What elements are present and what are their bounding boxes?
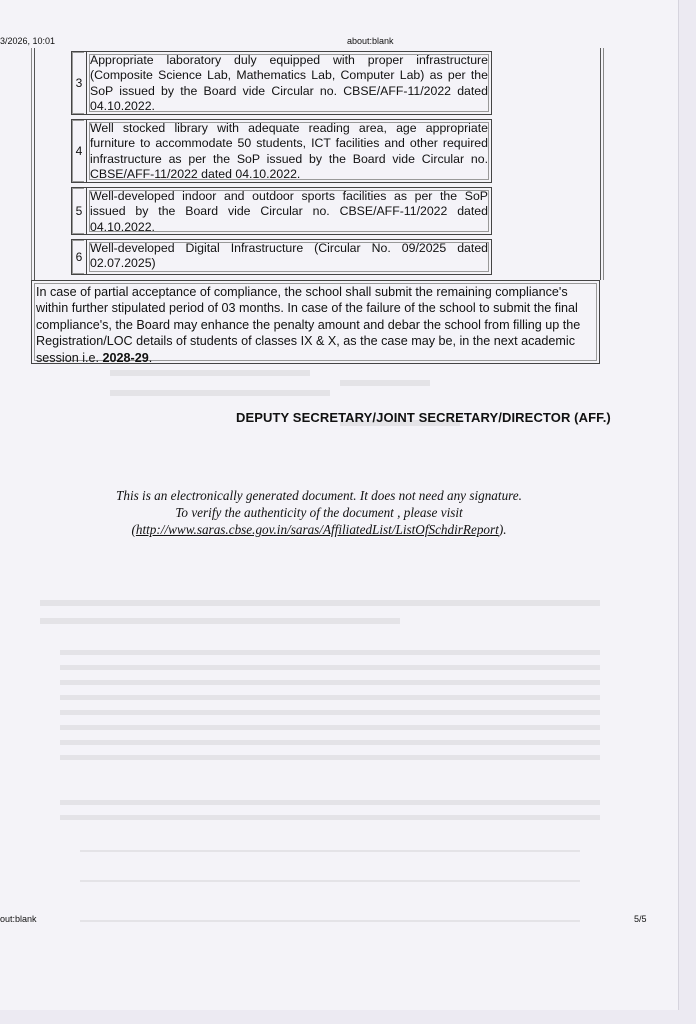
print-page-title: about:blank [347, 36, 394, 46]
table-border-left-outer [31, 48, 32, 280]
requirement-number: 5 [71, 187, 86, 235]
link-close-paren: ). [498, 522, 507, 537]
disclaimer-line-1: This is an electronically generated document. It does not need any signature. [116, 488, 522, 503]
signatory-designation: DEPUTY SECRETARY/JOINT SECRETARY/DIRECTOR (AFF.) [236, 410, 611, 425]
link-open-paren: ( [131, 522, 136, 537]
bleed-through-background [40, 360, 640, 1000]
print-footer-url: out:blank [0, 914, 37, 924]
print-timestamp: 3/2026, 10:01 [0, 36, 56, 46]
requirement-text: Appropriate laboratory duly equipped with proper infrastructure (Composite Science Lab, Mathematics Lab, Computer Lab) as per the SoP issued by the Board vide Circular no. CBSE/AFF-11/2022 dated 04.10.2022. [86, 51, 492, 115]
requirement-row-5 [71, 187, 492, 235]
compliance-note-end: . [148, 350, 153, 365]
table-border-left-inner [34, 48, 35, 280]
table-border-right-inner [600, 48, 601, 280]
electronic-document-disclaimer [70, 487, 568, 538]
partial-compliance-note [31, 280, 600, 364]
requirement-row-3 [71, 51, 492, 115]
academic-session: 2028-29 [102, 350, 149, 365]
compliance-note-text: In case of partial acceptance of compliance, the school shall submit the remaining compliance's within further stipulated period of 03 months. In case of the failure of the school to submit the final compliance's, the Board may enhance the penalty amount and debar the school from filling up the Registration/LOC details of students of classes IX & X, as the case may be, in the next academic session i.e. [36, 285, 581, 365]
verification-link[interactable]: http://www.saras.cbse.gov.in/saras/AffiliatedList/ListOfSchdirReport [135, 522, 499, 537]
requirement-text: Well-developed indoor and outdoor sports facilities as per the SoP issued by the Board vide Circular no. CBSE/AFF-11/2022 dated 04.10.2022. [86, 187, 492, 235]
requirement-text: Well-developed Digital Infrastructure (Circular No. 09/2025 dated 02.07.2025) [86, 239, 492, 275]
requirement-number: 3 [71, 51, 86, 115]
requirement-text: Well stocked library with adequate reading area, age appropriate furniture to accommodate 50 students, ICT facilities and other required infrastructure as per the SoP issued by the Board vide Circular no. CBSE/AFF-11/2022 dated 04.10.2022. [86, 119, 492, 183]
requirement-row-6 [71, 239, 492, 275]
requirement-number: 6 [71, 239, 86, 275]
table-border-right-outer [603, 48, 604, 280]
requirement-row-4 [71, 119, 492, 183]
disclaimer-line-3 [70, 521, 568, 538]
print-page-number: 5/5 [634, 914, 647, 924]
disclaimer-line-2: To verify the authenticity of the document , please visit [175, 505, 463, 520]
requirement-number: 4 [71, 119, 86, 183]
